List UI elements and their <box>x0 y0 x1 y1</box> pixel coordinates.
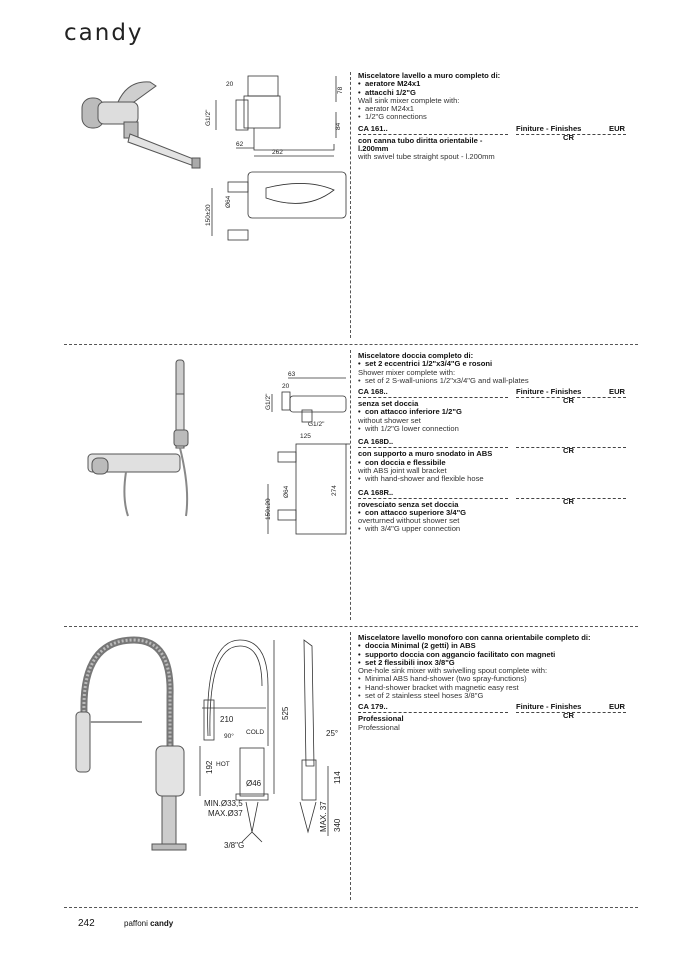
finish-code: CR <box>563 711 574 721</box>
dim-label: 62 <box>236 141 244 148</box>
code-row <box>358 125 628 134</box>
dim-label: COLD <box>246 729 265 736</box>
dim-label: 340 <box>333 818 342 832</box>
desc-en: Shower mixer complete with: <box>358 367 456 377</box>
product-code: CA 168R.. <box>358 487 394 497</box>
bullet-it: • doccia Minimal (2 getti) in ABS <box>365 642 628 650</box>
code-row <box>358 703 628 712</box>
divider <box>358 447 508 448</box>
divider <box>358 498 508 499</box>
dim-label: G1/2" <box>265 393 272 410</box>
dim-label: 84 <box>335 122 342 130</box>
finishes-header: Finiture - Finishes <box>516 123 582 133</box>
page-number: 242 <box>78 918 95 929</box>
dim-label: Ø64 <box>225 195 232 208</box>
variant-en: Professional <box>358 722 400 732</box>
dim-label: Ø46 <box>246 779 262 788</box>
divider <box>358 397 508 398</box>
code-row <box>358 438 628 447</box>
code-row <box>358 388 628 397</box>
variant-it-bullet: • con doccia e flessibile <box>365 459 628 467</box>
dim-label: MAX. 37 <box>319 801 328 832</box>
product-block-ca179 <box>358 634 628 732</box>
dim-label: 262 <box>272 149 283 156</box>
dim-label: 20 <box>226 81 234 88</box>
eur-header: EUR <box>609 123 626 133</box>
dim-label: 114 <box>333 771 342 784</box>
bullet-en: • Minimal ABS hand-shower (two spray-functions) <box>365 675 628 683</box>
finish-code: CR <box>563 396 574 406</box>
dim-label: 63 <box>288 371 296 378</box>
technical-drawing-ca179 <box>196 636 351 856</box>
eur-header: EUR <box>609 702 626 712</box>
variant-it: Professional <box>358 714 404 724</box>
dim-label: G1/2" <box>308 421 325 428</box>
dim-label: HOT <box>216 761 230 768</box>
footer-brand-small: paffoni <box>124 919 148 928</box>
eur-header: EUR <box>609 387 626 397</box>
product-block-ca168 <box>358 352 628 534</box>
dim-label: 125 <box>300 433 311 440</box>
variant-en: overturned without shower set <box>358 516 460 526</box>
footer-brand-bold: candy <box>150 919 174 928</box>
technical-drawing-ca168 <box>262 364 352 544</box>
dim-label: MIN.Ø33,5 <box>204 799 243 808</box>
product-photo-professional-mixer <box>72 636 192 856</box>
dim-label: 90° <box>224 733 234 740</box>
finishes-header: Finiture - Finishes <box>516 702 582 712</box>
variant-en: without shower set <box>358 415 421 425</box>
dim-label: 192 <box>205 760 214 774</box>
dim-label: 3/8"G <box>224 841 245 850</box>
dim-label: 25° <box>326 729 339 738</box>
bullet-it: • set 2 flessibili inox 3/8"G <box>365 659 628 667</box>
bullet-it: • aeratore M24x1 <box>365 80 628 88</box>
bullet-en: • 1/2"G connections <box>365 113 628 121</box>
finish-code: CR <box>563 446 574 456</box>
variant-it-bullet: • con attacco superiore 3/4"G <box>365 509 628 517</box>
variant-it: rovesciato senza set doccia <box>358 499 459 509</box>
bullet-it: • set 2 eccentrici 1/2"x3/4"G e rosoni <box>365 360 628 368</box>
variant-it: con canna tubo diritta orientabile - l.200mm <box>358 135 483 154</box>
desc-it: Miscelatore lavello monoforo con canna orientabile completo di: <box>358 633 591 642</box>
section-separator <box>64 626 638 627</box>
section-separator <box>64 344 638 345</box>
product-photo-shower-mixer <box>78 358 198 518</box>
product-code: CA 161.. <box>358 123 388 133</box>
product-code: CA 179.. <box>358 702 388 712</box>
finish-code: CR <box>563 496 574 506</box>
dim-label: 274 <box>331 485 338 496</box>
product-photo-wall-sink-mixer <box>68 72 208 172</box>
desc-en: One-hole sink mixer with swivelling spout complete with: <box>358 666 548 676</box>
variant-en: with ABS joint wall bracket <box>358 465 447 475</box>
bullet-en: • Hand-shower bracket with magnetic easy rest <box>365 684 628 692</box>
variant-it-bullet: • con attacco inferiore 1/2"G <box>365 408 628 416</box>
variant-en-bullet: • with hand-shower and flexible hose <box>365 475 628 483</box>
desc-it: Miscelatore doccia completo di: <box>358 351 474 360</box>
dim-label: 150±20 <box>205 204 212 226</box>
variant-en: with swivel tube straight spout - l.200mm <box>358 152 495 162</box>
brand-title: candy <box>64 20 144 46</box>
bullet-en: • set of 2 stainless steel hoses 3/8"G <box>365 692 628 700</box>
dim-label: 150±20 <box>265 498 272 520</box>
footer-brand <box>124 919 173 928</box>
dim-label: 525 <box>281 706 290 720</box>
bullet-en: • aerator M24x1 <box>365 105 628 113</box>
product-code: CA 168D.. <box>358 437 394 447</box>
dim-label: MAX.Ø37 <box>208 809 243 818</box>
bullet-it: • attacchi 1/2"G <box>365 89 628 97</box>
finish-code: CR <box>563 132 574 142</box>
divider <box>358 134 508 135</box>
divider <box>358 712 508 713</box>
desc-it: Miscelatore lavello a muro completo di: <box>358 71 501 80</box>
variant-en-bullet: • with 3/4"G upper connection <box>365 525 628 533</box>
finishes-header: Finiture - Finishes <box>516 387 582 397</box>
dim-label: 20 <box>282 383 290 390</box>
variant-it: con supporto a muro snodato in ABS <box>358 449 493 459</box>
variant-en-bullet: • with 1/2"G lower connection <box>365 425 628 433</box>
technical-drawing-ca161 <box>196 72 356 282</box>
variant-it: senza set doccia <box>358 399 419 409</box>
product-code: CA 168.. <box>358 387 388 397</box>
dim-label: 78 <box>337 86 344 94</box>
dim-label: G1/2" <box>205 109 212 126</box>
code-row <box>358 489 628 498</box>
product-block-ca161 <box>358 72 628 162</box>
desc-en: Wall sink mixer complete with: <box>358 95 460 105</box>
bullet-it: • supporto doccia con aggancio facilitato con magneti <box>365 651 628 659</box>
dim-label: 210 <box>220 715 234 724</box>
section-separator <box>64 907 638 908</box>
dim-label: Ø64 <box>283 485 290 498</box>
bullet-en: • set of 2 S-wall-unions 1/2"x3/4"G and wall-plates <box>365 377 628 385</box>
